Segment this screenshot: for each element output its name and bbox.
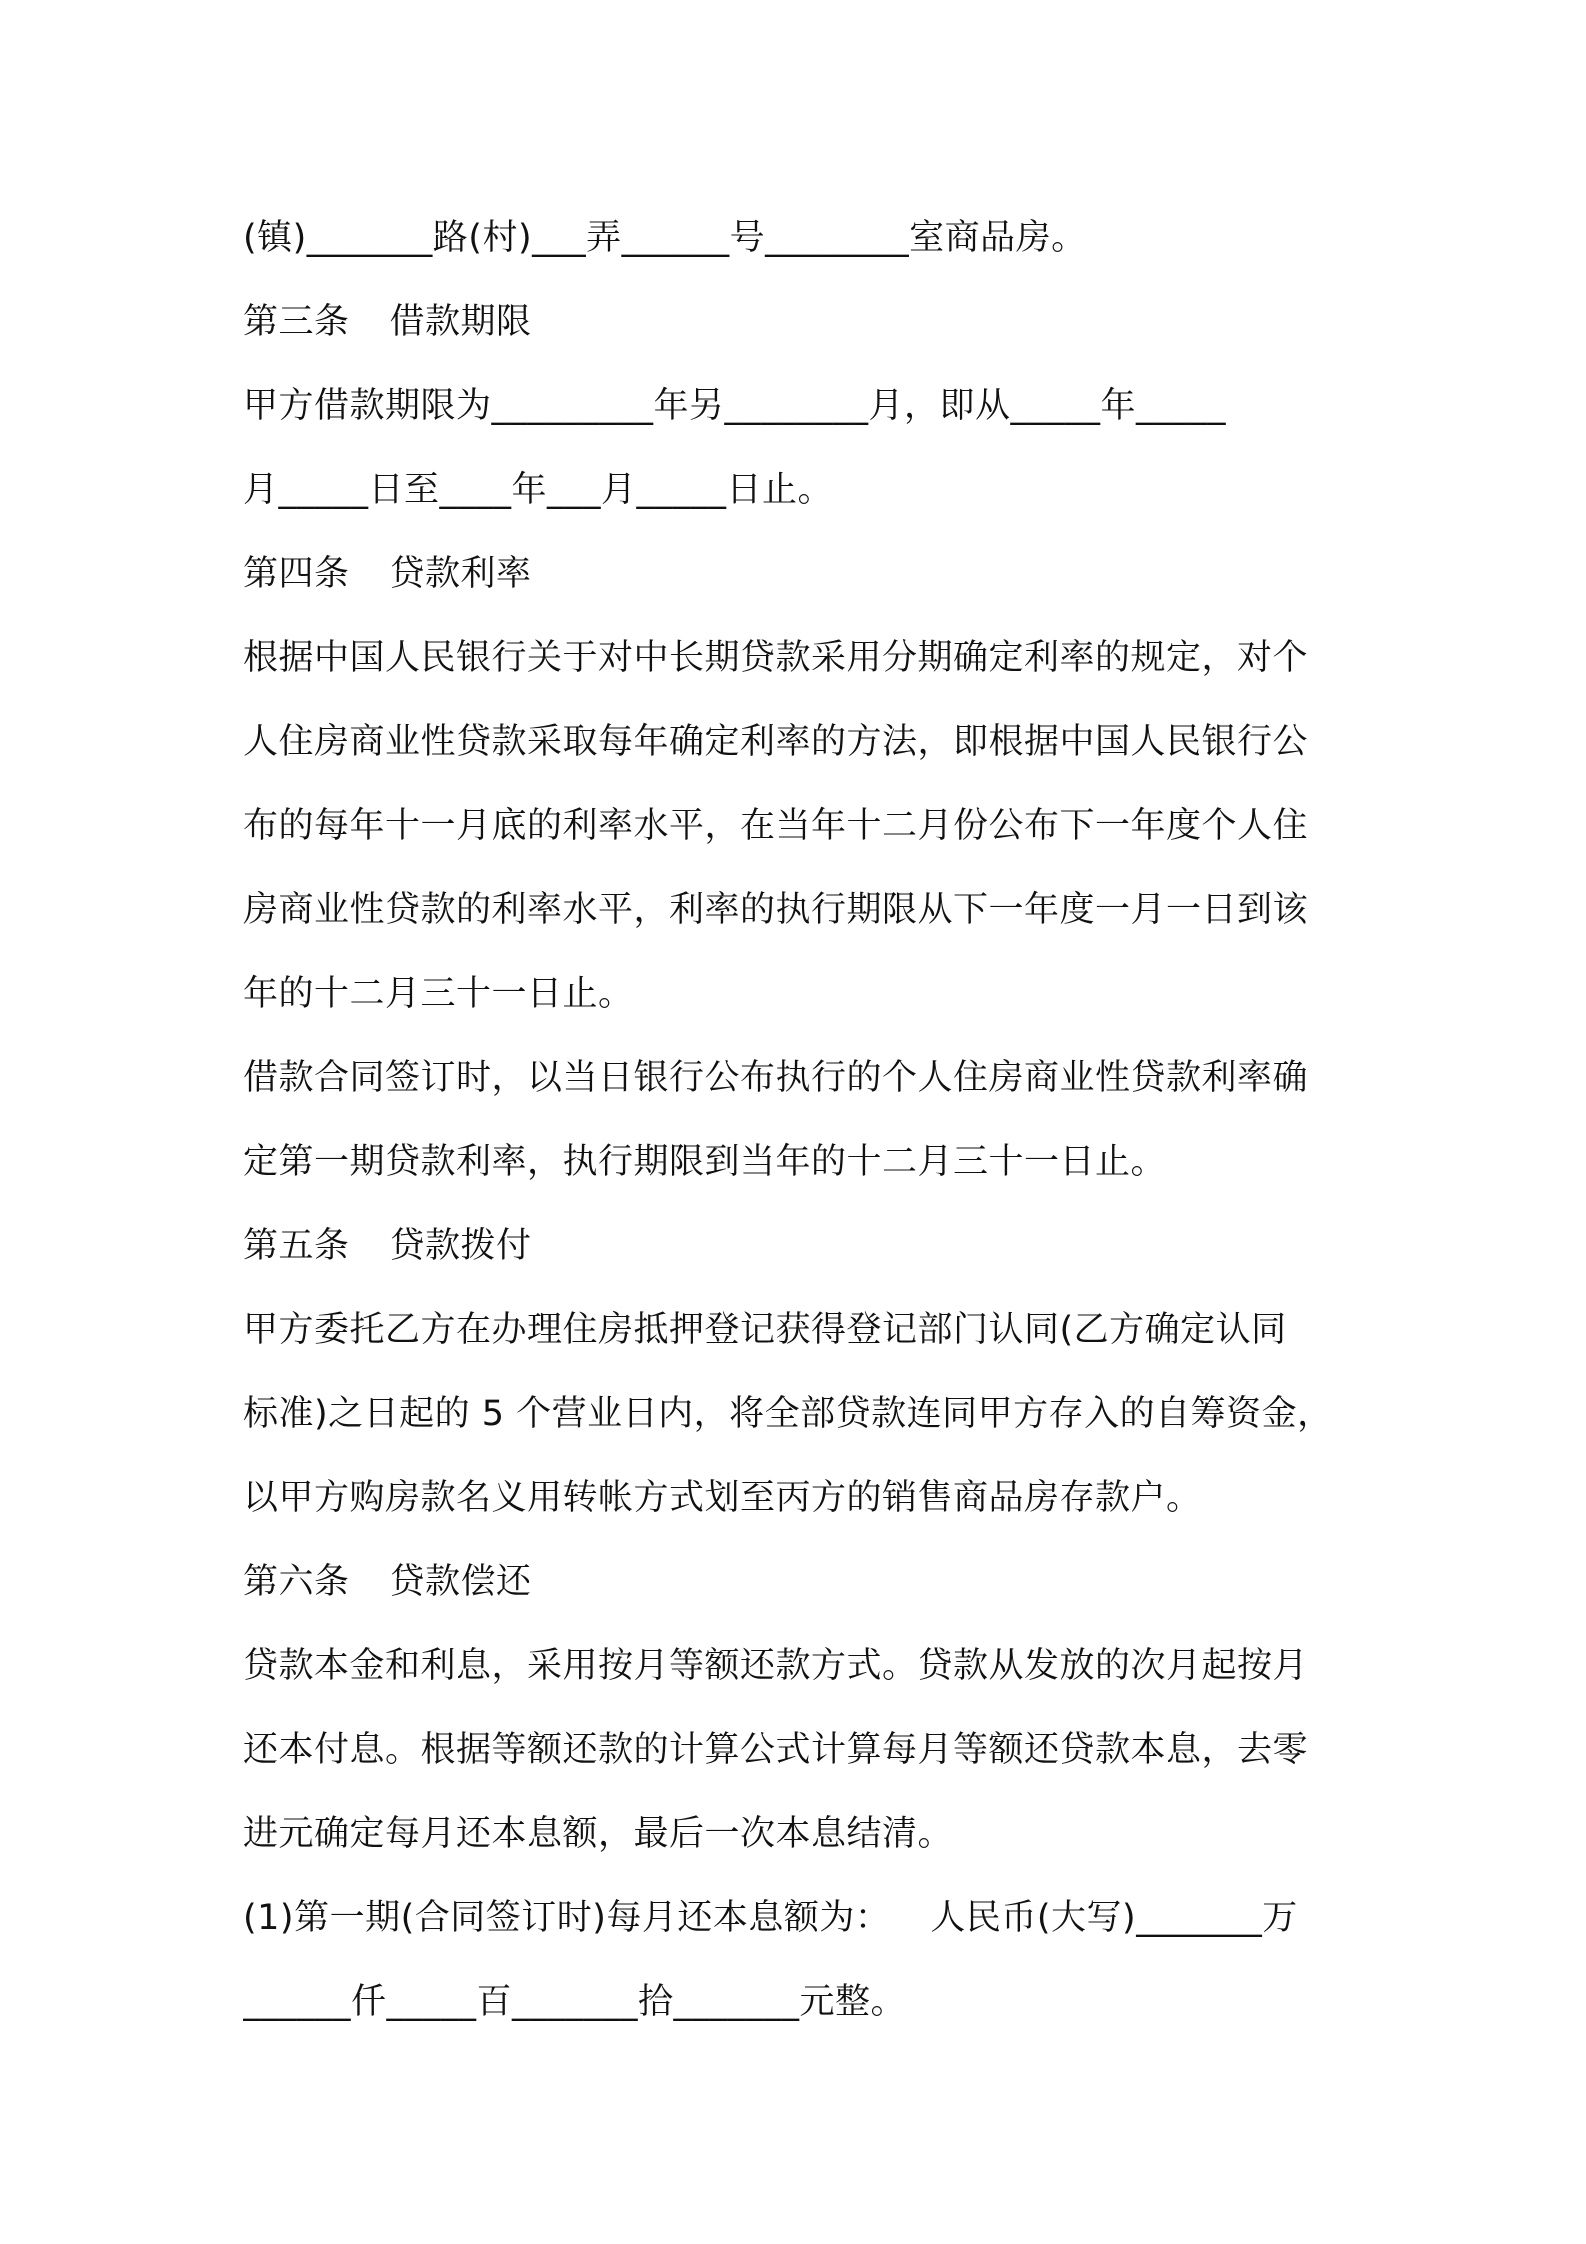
paragraph-line: 以甲方购房款名义用转帐方式划至丙方的销售商品房存款户。 <box>243 1478 1202 1518</box>
paragraph-line: 贷款本金和利息，采用按月等额还款方式。贷款从发放的次月起按月 <box>243 1646 1309 1686</box>
article-title: 贷款拨付 <box>389 1226 532 1266</box>
installment-currency: 人民币(大写)_______万 <box>930 1898 1298 1938</box>
article-title: 贷款利率 <box>389 554 532 594</box>
paragraph-line: 借款合同签订时，以当日银行公布执行的个人住房商业性贷款利率确 <box>243 1058 1309 1098</box>
paragraph-line: 布的每年十一月底的利率水平，在当年十二月份公布下一年度个人住 <box>243 806 1309 846</box>
installment-label: (1)第一期(合同签订时)每月还本息额为： <box>243 1898 891 1938</box>
article-6-heading <box>243 1540 1363 1624</box>
paragraph-line: 人住房商业性贷款采取每年确定利率的方法，即根据中国人民银行公 <box>243 722 1309 762</box>
article-number: 第六条 <box>243 1562 350 1602</box>
paragraph-line: 年的十二月三十一日止。 <box>243 974 634 1014</box>
paragraph-line: 月_____日至____年___月_____日止。 <box>243 470 834 510</box>
paragraph-line: 甲方委托乙方在办理住房抵押登记获得登记部门认同(乙方确定认同 <box>243 1310 1287 1350</box>
address-line: (镇)_______路(村)___弄______号________室商品房。 <box>243 218 1087 258</box>
article-5-heading <box>243 1204 1363 1288</box>
paragraph-line: 还本付息。根据等额还款的计算公式计算每月等额还贷款本息，去零 <box>243 1730 1309 1770</box>
paragraph-line: ______仟_____百_______拾_______元整。 <box>243 1982 907 2022</box>
article-number: 第四条 <box>243 554 350 594</box>
paragraph-line: 房商业性贷款的利率水平，利率的执行期限从下一年度一月一日到该 <box>243 890 1309 930</box>
article-number: 第三条 <box>243 302 350 342</box>
paragraph-line: 定第一期贷款利率，执行期限到当年的十二月三十一日止。 <box>243 1142 1167 1182</box>
document-body <box>243 196 1363 2044</box>
installment-amount-line <box>243 1876 1363 1960</box>
article-number: 第五条 <box>243 1226 350 1266</box>
paragraph-line: 进元确定每月还本息额，最后一次本息结清。 <box>243 1814 954 1854</box>
article-title: 借款期限 <box>389 302 532 342</box>
paragraph-line: 甲方借款期限为_________年另________月，即从_____年_____ <box>243 386 1227 426</box>
article-title: 贷款偿还 <box>389 1562 532 1602</box>
paragraph-line: 根据中国人民银行关于对中长期贷款采用分期确定利率的规定，对个 <box>243 638 1309 678</box>
article-3-heading <box>243 280 1363 364</box>
paragraph-line: 标准)之日起的 5 个营业日内，将全部贷款连同甲方存入的自筹资金， <box>243 1394 1333 1434</box>
article-4-heading <box>243 532 1363 616</box>
